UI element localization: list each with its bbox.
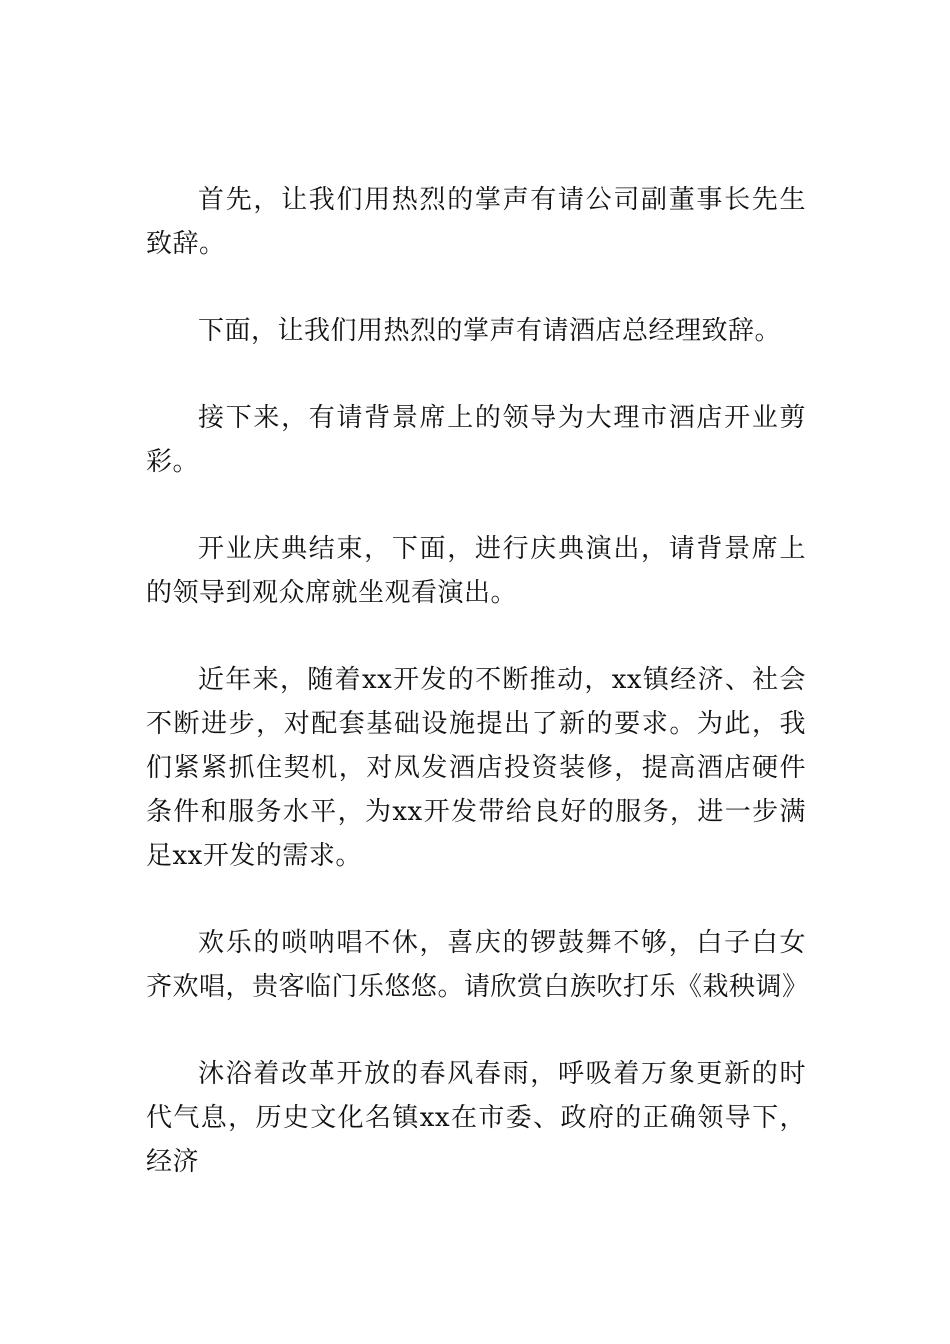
paragraph-2: 下面，让我们用热烈的掌声有请酒店总经理致辞。 (198, 316, 782, 346)
document-body (146, 178, 809, 1227)
paragraph-3: 接下来，有请背景席上的领导为大理市酒店开业剪彩。 (146, 403, 806, 477)
paragraph-5: 近年来，随着xx开发的不断推动，xx镇经济、社会不断进步，对配套基础设施提出了新的要求。为此，我们紧紧抓住契机，对凤发酒店投资装修，提高酒店硬件条件和服务水平，为xx开发带给良好的服务，进一步满足xx开发的需求。 (146, 665, 806, 871)
paragraph-6: 欢乐的唢呐唱不休，喜庆的锣鼓舞不够，白子白女齐欢唱，贵客临门乐悠悠。请欣赏白族吹打乐《栽秧调》 (146, 928, 809, 1002)
paragraph-1: 首先，让我们用热烈的掌声有请公司副董事长先生致辞。 (146, 185, 806, 259)
paragraph-7: 沐浴着改革开放的春风春雨，呼吸着万象更新的时代气息，历史文化名镇xx在市委、政府的正确领导下，经济 (146, 1059, 806, 1177)
paragraph-4: 开业庆典结束，下面，进行庆典演出，请背景席上的领导到观众席就坐观看演出。 (146, 534, 806, 608)
